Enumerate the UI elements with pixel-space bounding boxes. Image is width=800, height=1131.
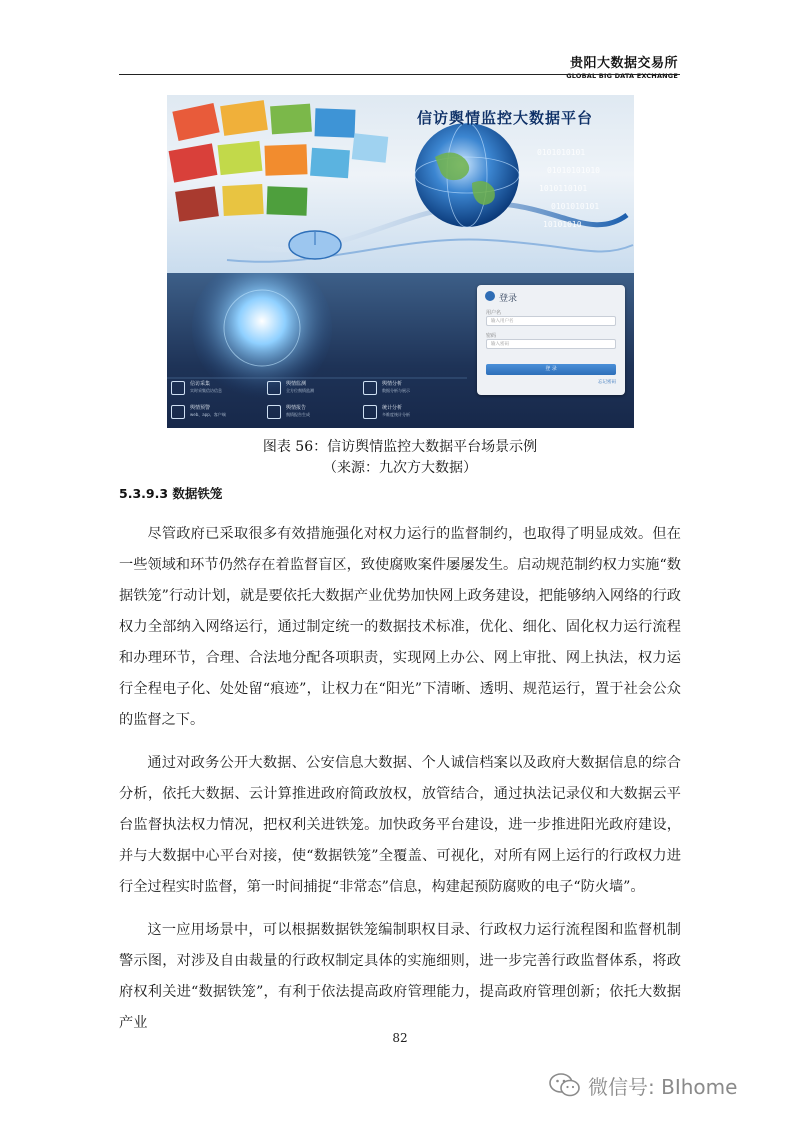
login-panel — [477, 285, 625, 395]
page-number: 82 — [392, 1031, 408, 1045]
body-paragraph: 尽管政府已采取很多有效措施强化对权力运行的监督制约，也取得了明显成效。但在一些领域和环节仍然存在着监督盲区，致使腐败案件屡屡发生。启动规范制约权力实施“数据铁笼”行动计划，就是要依托大数据产业优势加快网上政务建设，把能够纳入网络的行政权力全部纳入网络运行，通过制定统一的数据技术标准，优化、细化、固化权力运行流程和办理环节，合理、合法地分配各项职责，实现网上办公、网上审批、网上执法，权力运行全程电子化、处处留“痕迹”，让权力在“阳光”下清晰、透明、规范运行，置于社会公众的监督之下。 — [119, 526, 681, 728]
figure-source: （来源：九次方大数据） — [323, 460, 477, 476]
statistics-icon — [363, 405, 377, 419]
feature-name: 舆情预警 — [190, 405, 211, 411]
login-title: 登录 — [499, 294, 518, 304]
feature-desc: web、app、客户端 — [190, 412, 226, 417]
alert-icon — [171, 405, 185, 419]
svg-text:01010101010: 01010101010 — [547, 166, 600, 175]
feature-name: 统计分析 — [382, 405, 403, 411]
section-heading: 5.3.9.3 数据铁笼 — [119, 486, 223, 501]
user-icon — [485, 291, 495, 301]
svg-text:10101010: 10101010 — [543, 220, 582, 229]
feature-item[interactable] — [267, 379, 359, 399]
login-button[interactable]: 登 录 — [486, 364, 616, 375]
feature-desc: 舆情报告生成 — [286, 412, 310, 417]
wechat-icon — [548, 1071, 582, 1099]
brand-name-cn: 贵阳大数据交易所 — [569, 56, 678, 71]
feature-name: 舆情分析 — [382, 381, 403, 387]
pie-chart-icon — [363, 381, 377, 395]
banner-title: 信访舆情监控大数据平台 — [417, 109, 594, 127]
feature-item[interactable] — [363, 379, 455, 399]
header-brand — [566, 52, 678, 80]
figure-caption: 图表 56：信访舆情监控大数据平台场景示例 — [262, 439, 538, 455]
feature-name: 舆情监测 — [286, 381, 307, 387]
feature-item[interactable] — [171, 379, 263, 399]
body-paragraph: 这一应用场景中，可以根据数据铁笼编制职权目录、行政权力运行流程图和监督机制警示图，对涉及自由裁量的行政权制定具体的实施细则，进一步完善行政监督体系，将政府权利关进“数据铁笼”，有利于依法提高政府管理能力，提高政府管理创新；依托大数据产业 — [119, 922, 681, 1031]
feature-name: 舆情报告 — [286, 405, 307, 411]
header-rule — [119, 74, 680, 75]
watermark-text: 微信号: BIhome — [588, 1074, 738, 1099]
figure-image — [167, 95, 634, 428]
body-paragraph: 通过对政务公开大数据、公安信息大数据、个人诚信档案以及政府大数据信息的综合分析，依托大数据、云计算推进政府简政放权，放管结合，通过执法记录仪和大数据云平台监督执法权力情况，把权利关进铁笼。加快政务平台建设，进一步推进阳光政府建设，并与大数据中心平台对接，使“数据铁笼”全覆盖、可视化，对所有网上运行的行政权力进行全过程实时监督，第一时间捕捉“非常态”信息，构建起预防腐败的电子“防火墙”。 — [119, 755, 681, 895]
svg-text:1010110101: 1010110101 — [539, 184, 588, 193]
figure-banner — [167, 95, 634, 273]
feature-desc: 全方位舆情监测 — [286, 388, 314, 393]
feature-item[interactable] — [267, 403, 359, 423]
feature-name: 信访采集 — [190, 381, 211, 387]
username-label: 用户名 — [486, 310, 502, 316]
feature-desc: 数据分析与展示 — [382, 388, 410, 393]
media-tiles — [169, 100, 389, 222]
password-field[interactable]: 输入密码 — [486, 339, 616, 349]
feature-desc: 多维度统计分析 — [382, 412, 410, 417]
collect-icon — [171, 381, 185, 395]
forgot-password-link[interactable]: 忘记密码 — [598, 380, 616, 385]
report-icon — [267, 405, 281, 419]
svg-text:0101010101: 0101010101 — [551, 202, 600, 211]
feature-item[interactable] — [171, 403, 263, 423]
username-field[interactable]: 输入用户名 — [486, 316, 616, 326]
feature-item[interactable] — [363, 403, 455, 423]
password-label: 密码 — [486, 333, 497, 339]
feature-desc: 实时采集信访信息 — [190, 388, 222, 393]
chart-icon — [267, 381, 281, 395]
svg-text:0101010101: 0101010101 — [537, 148, 586, 157]
wechat-watermark — [548, 1070, 737, 1100]
brand-name-en: GLOBAL BIG DATA EXCHANGE — [566, 72, 678, 80]
feature-grid — [171, 379, 461, 425]
